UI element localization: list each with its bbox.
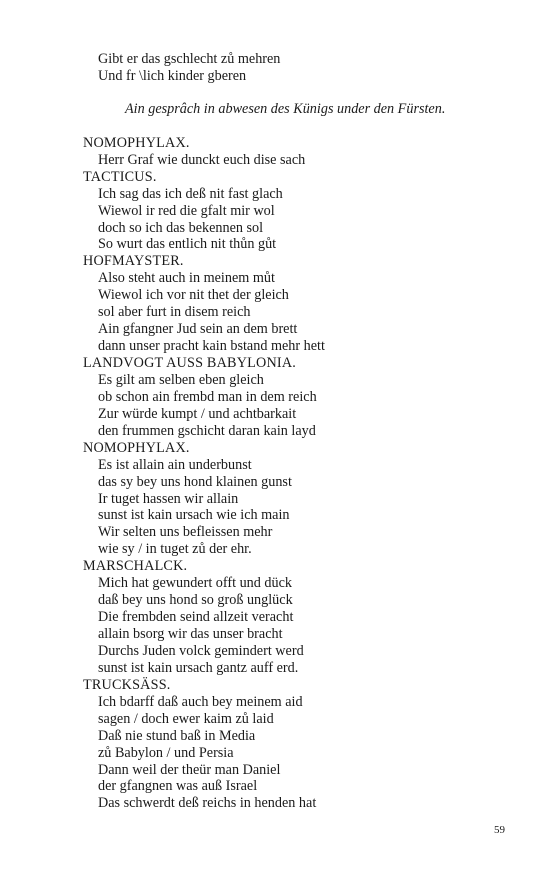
- verse-line: ob schon ain frembd man in dem reich: [98, 388, 317, 405]
- verse-line: Ir tuget hassen wir allain: [98, 490, 239, 507]
- verse-line: Wiewol ich vor nit thet der gleich: [98, 287, 289, 304]
- speaker-name: TACTICUS.: [83, 168, 157, 185]
- speaker-name: MARSCHALCK.: [83, 558, 188, 575]
- verse-line: Wir selten uns befleissen mehr: [98, 524, 273, 541]
- verse-line: daß bey uns hond so groß unglück: [98, 592, 293, 609]
- speaker-name: LANDVOGT AUSS BABYLONIA.: [83, 355, 297, 371]
- verse-line: Und fr \lich kinder gberen: [98, 67, 247, 84]
- verse-line: sunst ist kain ursach gantz auff erd.: [98, 659, 299, 676]
- verse-line: dann unser pracht kain bstand mehr hett: [98, 338, 325, 355]
- verse-line: Die frembden seind allzeit veracht: [98, 609, 294, 626]
- verse-line: Es ist allain ain underbunst: [98, 456, 252, 473]
- verse-line: Ain gfangner Jud sein an dem brett: [98, 321, 298, 338]
- verse-line: der gfangnen was auß Israel: [98, 778, 258, 795]
- verse-line: Es gilt am selben eben gleich: [98, 371, 264, 388]
- verse-line: allain bsorg wir das unser bracht: [98, 626, 283, 642]
- speaker-name: NOMOPHYLAX.: [83, 439, 190, 456]
- verse-line: Ich bdarff daß auch bey meinem aid: [98, 693, 303, 710]
- verse-line: sol aber furt in disem reich: [98, 304, 251, 321]
- verse-line: Das schwerdt deß reichs in henden hat: [98, 795, 317, 812]
- verse-line: Ich sag das ich deß nit fast glach: [98, 185, 283, 202]
- verse-line: sagen / doch ewer kaim zů laid: [98, 710, 274, 727]
- verse-line: zů Babylon / und Persia: [98, 744, 234, 761]
- verse-line: Wiewol ir red die gfalt mir wol: [98, 202, 275, 219]
- verse-line: So wurt das entlich nit thůn gůt: [98, 236, 277, 253]
- verse-line: Daß nie stund baß in Media: [98, 727, 256, 744]
- verse-line: wie sy / in tuget zů der ehr.: [98, 541, 252, 558]
- speaker-name: NOMOPHYLAX.: [83, 134, 190, 151]
- verse-line: Durchs Juden volck gemindert werd: [98, 642, 304, 659]
- verse-line: Herr Graf wie dunckt euch dise sach: [98, 151, 306, 168]
- play-text: [83, 51, 523, 812]
- stage-direction: Ain gesprâch in abwesen des Künigs under den Fürsten.: [125, 100, 446, 117]
- verse-line: Dann weil der theür man Daniel: [98, 761, 281, 778]
- verse-line: Gibt er das gschlecht zů mehren: [98, 51, 281, 67]
- verse-line: Also steht auch in meinem můt: [98, 270, 275, 287]
- verse-line: sunst ist kain ursach wie ich main: [98, 507, 290, 524]
- verse-line: doch so ich das bekennen sol: [98, 219, 264, 236]
- verse-line: Zur würde kumpt / und achtbarkait: [98, 405, 297, 422]
- speaker-name: HOFMAYSTER.: [83, 253, 184, 270]
- verse-line: den frummen gschicht daran kain layd: [98, 422, 316, 439]
- verse-line: das sy bey uns hond klainen gunst: [98, 473, 292, 490]
- speaker-name: TRUCKSÄSS.: [83, 676, 171, 693]
- page-number: 59: [494, 824, 505, 836]
- verse-line: Mich hat gewundert offt und dück: [98, 575, 292, 592]
